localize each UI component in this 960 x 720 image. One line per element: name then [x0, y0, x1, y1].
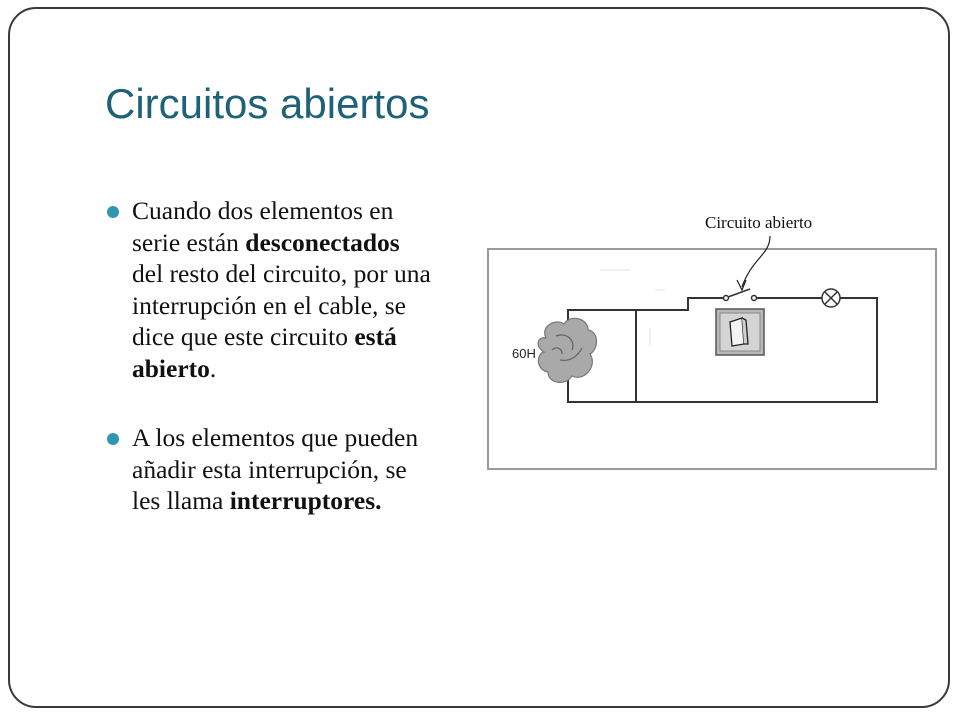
slide-title: Circuitos abiertos [105, 80, 430, 127]
bullet-text-part: del resto del circuito, por una interrupción en el cable, se dice que este circuito [132, 259, 431, 351]
bullet-text-part: Cuando dos elementos en serie están [132, 196, 394, 257]
diagram-label: Circuito abierto [705, 213, 813, 232]
bullet-bold-term: desconectados [245, 227, 400, 257]
bullet-text-part: . [209, 353, 217, 383]
bullet-bold-term: interruptores. [229, 486, 382, 515]
lamp-icon [822, 289, 840, 307]
bullet-text-part: A los elementos que pueden añadir esta interrupción, se les llama [132, 423, 419, 515]
bullet-bold-term: está abierto [132, 322, 397, 383]
toggle-switch-icon [716, 309, 764, 355]
source-label: 60H [512, 346, 536, 361]
